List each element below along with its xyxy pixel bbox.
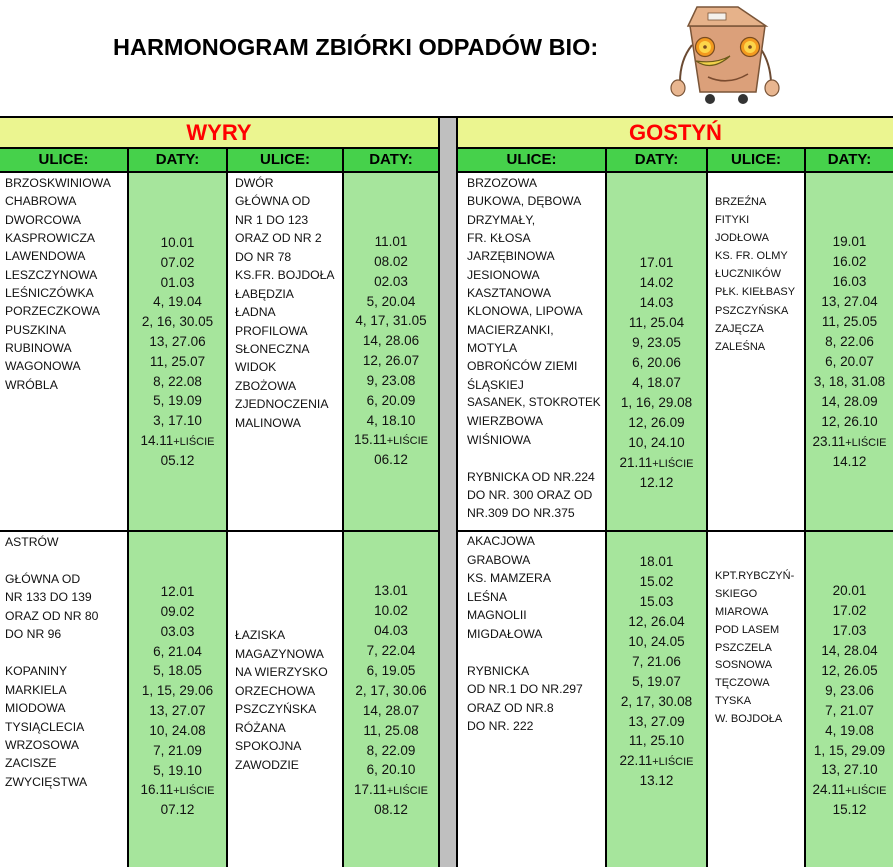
collection-date: 9, 23.05 [632, 335, 681, 350]
leaves-note: +LIŚCIE [386, 435, 429, 448]
street-name: ZWYCIĘSTWA [5, 774, 88, 789]
street-name: TYSKA [715, 695, 752, 708]
street-name: MIAROWA [715, 605, 769, 618]
collection-date: 1, 15, 29.09 [813, 742, 886, 758]
collection-date-value: 14.11 [140, 432, 174, 448]
collection-date: 08.02 [374, 253, 408, 269]
street-name: ZAWODZIE [235, 757, 299, 772]
street-name: AKACJOWA [467, 534, 535, 548]
street-name: JESIONOWA [467, 267, 540, 282]
street-name: RYBNICKA [467, 663, 530, 678]
collection-date [129, 780, 226, 800]
collection-date: 01.03 [160, 274, 195, 290]
street-name: JARZĘBINOWA [467, 249, 555, 264]
leaves-note: +LIŚCIE [173, 785, 215, 798]
collection-date [607, 453, 706, 473]
street-name: KS. MAMZERA [467, 571, 551, 585]
street-name: OBROŃCÓW ZIEMI [467, 359, 578, 374]
street-name: LESZCZYNOWA [5, 267, 98, 282]
collection-date: 17.03 [832, 622, 867, 638]
dates-cell [806, 173, 893, 530]
town-name: GOSTYŃ [629, 120, 722, 145]
street-name: WIERZBOWA [467, 414, 544, 429]
right-wheel [738, 94, 748, 104]
collection-date: 06.12 [374, 452, 408, 468]
street-name: OD NR.1 DO NR.297 [467, 682, 583, 696]
street-group [5, 174, 127, 394]
street-name: KPT.RYBCZYŃ- [715, 570, 795, 582]
collection-date: 10, 24.08 [149, 722, 206, 738]
collection-date: 17.01 [639, 255, 674, 270]
collection-date-value: 15.11 [353, 432, 387, 448]
street-name: MARKIELA [5, 682, 67, 697]
street-name: ŁABĘDZIA [235, 286, 294, 301]
street-name: NA WIERZYSKO [235, 665, 328, 680]
street-name: ŁADNA [235, 305, 276, 320]
leaves-note: +LIŚCIE [386, 785, 429, 798]
collection-date: 13, 27.10 [821, 762, 878, 778]
street-name: MACIERZANKI, [467, 322, 554, 337]
street-name: DRZYMAŁY, [467, 212, 536, 227]
street-name: SŁONECZNA [235, 341, 310, 356]
collection-date: 12.01 [160, 584, 195, 599]
collection-date: 8, 22.08 [153, 373, 202, 389]
street-name: ŁUCZNIKÓW [715, 268, 781, 281]
street-name: FR. KŁOSA [467, 231, 531, 246]
street-name: KASZTANOWA [467, 286, 551, 301]
street-group [467, 174, 605, 449]
street-name: KASPROWICZA [5, 231, 96, 246]
street-name: WIDOK [235, 360, 277, 375]
street-name: GRABOWA [467, 552, 531, 567]
collection-date: 9, 23.08 [366, 372, 416, 388]
collection-date: 6, 20.09 [366, 392, 416, 408]
collection-date: 4, 18.07 [632, 375, 681, 390]
collection-date: 11, 25.04 [628, 315, 685, 330]
dates-cell [344, 532, 438, 867]
street-name: POD LASEM [715, 623, 780, 636]
collection-date: 02.03 [374, 273, 408, 289]
collection-date: 12.12 [639, 475, 674, 490]
street-name: ŁAZISKA [235, 628, 286, 642]
street-name: ORAZ OD NR 2 [235, 231, 322, 246]
street-name: NR 1 DO 123 [235, 212, 309, 227]
leaves-note: +LIŚCIE [652, 458, 694, 470]
street-group [715, 568, 804, 729]
bin-label [708, 13, 726, 20]
column-header-streets: ULICE: [458, 149, 605, 171]
town-name: WYRY [186, 120, 252, 145]
column-header-streets: ULICE: [228, 149, 342, 171]
street-name: WRZOSOWA [5, 737, 80, 752]
left-hand [671, 80, 685, 96]
collection-date: 6, 21.04 [153, 643, 202, 659]
collection-date: 4, 19.04 [153, 294, 202, 310]
streets-cell [708, 532, 804, 867]
collection-date: 10.01 [160, 235, 195, 250]
leaves-note: +LIŚCIE [845, 437, 887, 449]
street-group [467, 532, 605, 643]
collection-date: 4, 18.10 [366, 412, 416, 428]
street-name: GŁÓWNA OD [5, 571, 81, 586]
collection-date: 16.02 [832, 254, 867, 269]
street-name: BRZOZOWA [467, 176, 537, 190]
collection-date: 12, 26.10 [821, 414, 878, 429]
wyry-schedule-table [0, 116, 440, 867]
collection-date: 07.02 [160, 254, 195, 270]
street-group [235, 626, 342, 775]
collection-date-value: 16.11 [140, 782, 174, 798]
collection-date: 6, 20.10 [366, 762, 416, 778]
street-name: MALINOWA [235, 415, 301, 430]
streets-cell [0, 532, 127, 867]
page-title: HARMONOGRAM ZBIÓRKI ODPADÓW BIO: [113, 34, 599, 60]
street-name: MOTYLA [467, 341, 518, 356]
street-name: LEŚNICZÓWKA [5, 286, 94, 301]
collection-date: 13.01 [374, 583, 408, 598]
collection-date: 10, 24.05 [628, 633, 685, 649]
collection-date-value: 23.11 [812, 434, 846, 449]
leaves-note: +LIŚCIE [652, 756, 694, 769]
street-name: DO NR. 300 ORAZ OD [467, 487, 593, 502]
collection-date: 14.02 [639, 275, 674, 290]
street-name: LAWENDOWA [5, 249, 86, 264]
collection-date [806, 780, 893, 800]
gostyn-schedule-table [456, 116, 893, 867]
column-header-dates: DATY: [806, 149, 893, 171]
column-header-dates: DATY: [129, 149, 226, 171]
collection-date: 05.12 [160, 452, 195, 468]
collection-date: 12, 26.04 [628, 613, 685, 629]
street-name: BRZOSKWINIOWA [5, 176, 111, 190]
town-header [458, 118, 893, 147]
left-wheel [705, 94, 715, 104]
collection-date: 3, 18, 31.08 [813, 374, 886, 389]
collection-date: 17.02 [832, 602, 867, 618]
street-name: PSZCZYŃSKA [715, 304, 789, 317]
street-name: ŚLĄSKIEJ [467, 377, 524, 392]
collection-date: 11, 25.05 [821, 314, 878, 329]
street-name: BUKOWA, DĘBOWA [467, 194, 582, 209]
collection-date: 16.03 [832, 274, 867, 289]
collection-date: 11, 25.07 [149, 353, 206, 369]
collection-date: 19.01 [832, 234, 867, 249]
dates-cell [344, 173, 438, 530]
collection-date: 4, 17, 31.05 [355, 313, 427, 329]
collection-date: 13, 27.07 [149, 703, 206, 719]
collection-date: 08.12 [374, 802, 408, 818]
collection-date: 6, 20.07 [825, 354, 874, 369]
streets-cell [0, 173, 127, 530]
collection-date: 12, 26.05 [821, 662, 878, 678]
collection-date [344, 780, 438, 800]
collection-date: 7, 22.04 [366, 642, 416, 658]
collection-date: 9, 23.06 [825, 682, 874, 698]
column-header-streets: ULICE: [0, 149, 127, 171]
street-name: PUSZKINA [5, 322, 66, 337]
street-name: DO NR 78 [235, 249, 292, 264]
collection-date: 7, 21.09 [153, 742, 202, 758]
street-name: SOSNOWA [715, 659, 773, 672]
dates-cell [129, 532, 226, 867]
collection-date: 15.12 [832, 802, 867, 818]
bin-lid [688, 7, 766, 26]
street-name: ZAJĘCZA [715, 322, 764, 335]
collection-date: 5, 18.05 [153, 663, 202, 679]
street-name: CHABROWA [5, 194, 77, 209]
right-hand [765, 80, 779, 96]
collection-date [129, 431, 226, 451]
street-name: ZACISZE [5, 756, 57, 771]
street-name: SASANEK, STOKROTEK [467, 396, 601, 410]
collection-date: 3, 17.10 [153, 413, 202, 429]
street-name: NR 133 DO 139 [5, 590, 92, 605]
collection-date-value: 24.11 [812, 782, 846, 798]
street-name: DWORCOWA [5, 212, 82, 227]
street-name: TYSIĄCLECIA [5, 719, 85, 734]
collection-date [607, 751, 706, 771]
collection-date: 12, 26.07 [362, 353, 420, 369]
collection-date: 6, 19.05 [366, 662, 416, 678]
street-name: MIODOWA [5, 701, 66, 716]
collection-date: 5, 20.04 [366, 293, 416, 309]
dates-cell [129, 173, 226, 530]
street-name: WIŚNIOWA [467, 432, 531, 447]
collection-date: 6, 20.06 [632, 355, 681, 370]
street-name: ZALEŚNA [715, 340, 766, 353]
street-name: FITYKI [715, 214, 750, 227]
collection-date: 8, 22.09 [366, 742, 416, 758]
leaves-note: +LIŚCIE [845, 785, 887, 798]
collection-date: 11.01 [374, 234, 408, 249]
collection-date-value: 17.11 [353, 782, 387, 798]
street-group [235, 174, 342, 432]
left-pupil [703, 45, 707, 49]
street-name: ASTRÓW [5, 535, 59, 549]
street-name: W. BOJDOŁA [715, 713, 783, 726]
street-name: KS. FR. OLMY [715, 250, 788, 263]
street-group [467, 468, 605, 523]
collection-date: 14.03 [639, 295, 674, 310]
street-group [5, 533, 127, 551]
street-name: LEŚNA [467, 589, 507, 604]
collection-date: 1, 16, 29.08 [620, 395, 693, 410]
street-name: ORAZ OD NR 80 [5, 608, 99, 623]
collection-date-value: 22.11 [619, 753, 653, 769]
street-name: DO NR. 222 [467, 719, 534, 733]
column-header-dates: DATY: [607, 149, 706, 171]
street-name: ZJEDNOCZENIA [235, 397, 329, 412]
street-group [467, 662, 605, 736]
leaves-note: +LIŚCIE [173, 435, 215, 448]
collection-date: 13, 27.06 [149, 333, 206, 349]
street-name: DO NR 96 [5, 627, 62, 642]
collection-date [806, 432, 893, 452]
collection-date-value: 21.11 [619, 455, 653, 470]
street-name: ORZECHOWA [235, 683, 316, 698]
collection-date: 15.03 [639, 593, 674, 609]
street-name: JODŁOWA [715, 232, 769, 245]
collection-date: 13.12 [639, 773, 674, 789]
street-group [5, 570, 127, 644]
street-name: RYBNICKA OD NR.224 [467, 469, 595, 484]
street-group [5, 662, 127, 791]
collection-date: 09.02 [160, 603, 195, 619]
collection-date: 5, 19.07 [632, 673, 681, 689]
streets-cell [458, 173, 605, 530]
street-name: WRÓBLA [5, 377, 58, 392]
collection-date: 18.01 [639, 554, 674, 569]
street-name: MAGAZYNOWA [235, 646, 324, 661]
collection-date: 7, 21.06 [632, 653, 681, 669]
column-header-streets: ULICE: [708, 149, 804, 171]
collection-date: 4, 19.08 [825, 722, 874, 738]
collection-date: 2, 17, 30.08 [620, 693, 693, 709]
streets-cell [228, 173, 342, 530]
collection-date: 11, 25.10 [628, 733, 685, 749]
collection-date: 07.12 [160, 802, 195, 818]
street-name: DWÓR [235, 176, 274, 190]
street-name: KOPANINY [5, 664, 68, 679]
street-name: ORAZ OD NR.8 [467, 700, 554, 715]
section-divider [440, 118, 456, 867]
street-name: KLONOWA, LIPOWA [467, 304, 583, 319]
street-name: ZBOŻOWA [235, 378, 297, 393]
collection-date: 14.12 [832, 454, 867, 469]
collection-date: 15.02 [639, 573, 674, 589]
dates-cell [607, 173, 706, 530]
streets-cell [708, 173, 804, 530]
streets-cell [458, 532, 605, 867]
street-group [715, 193, 804, 356]
collection-date: 12, 26.09 [628, 415, 685, 430]
collection-date: 1, 15, 29.06 [141, 683, 214, 699]
street-name: MIGDAŁOWA [467, 626, 543, 641]
street-name: SKIEGO [715, 587, 758, 600]
collection-date: 14, 28.04 [821, 642, 878, 658]
street-name: RUBINOWA [5, 341, 72, 356]
collection-date: 13, 27.09 [628, 713, 685, 729]
street-name: NR.309 DO NR.375 [467, 506, 575, 521]
collection-date [344, 430, 438, 450]
dates-cell [806, 532, 893, 867]
collection-date: 5, 19.09 [153, 393, 202, 409]
street-name: TĘCZOWA [715, 677, 770, 690]
right-pupil [748, 45, 752, 49]
collection-date: 10, 24.10 [628, 435, 685, 450]
collection-date: 2, 16, 30.05 [141, 314, 214, 330]
street-name: PORZECZKOWA [5, 304, 101, 319]
bin-body [690, 26, 765, 92]
town-header [0, 118, 438, 147]
left-arm [680, 45, 692, 82]
street-name: PSZCZYŃSKA [235, 702, 317, 717]
collection-date: 8, 22.06 [825, 334, 874, 349]
collection-date: 5, 19.10 [153, 762, 202, 778]
collection-date: 13, 27.04 [821, 294, 878, 309]
street-name: SPOKOJNA [235, 739, 302, 754]
street-name: MAGNOLII [467, 608, 527, 622]
collection-date: 2, 17, 30.06 [355, 682, 427, 698]
collection-date: 11, 25.08 [363, 722, 419, 738]
street-name: WAGONOWA [5, 359, 81, 374]
dates-cell [607, 532, 706, 867]
collection-date: 10.02 [374, 602, 408, 618]
street-name: GŁÓWNA OD [235, 194, 311, 209]
street-name: KS.FR. BOJDOŁA [235, 268, 335, 283]
collection-date: 20.01 [832, 583, 867, 598]
street-name: PSZCZELA [715, 641, 772, 654]
collection-date: 03.03 [160, 623, 195, 639]
column-header-dates: DATY: [344, 149, 438, 171]
street-name: RÓŻANA [235, 720, 286, 735]
street-name: BRZEŹNA [715, 196, 767, 208]
collection-date: 14, 28.09 [821, 394, 878, 409]
collection-date: 14, 28.06 [362, 333, 420, 349]
collection-date: 14, 28.07 [362, 702, 420, 718]
collection-date: 7, 21.07 [825, 702, 874, 718]
collection-date: 04.03 [374, 622, 408, 638]
street-name: PŁK. KIEŁBASY [715, 286, 796, 299]
bio-bin-mascot-icon [650, 0, 780, 112]
streets-cell [228, 532, 342, 867]
street-name: PROFILOWA [235, 323, 308, 338]
